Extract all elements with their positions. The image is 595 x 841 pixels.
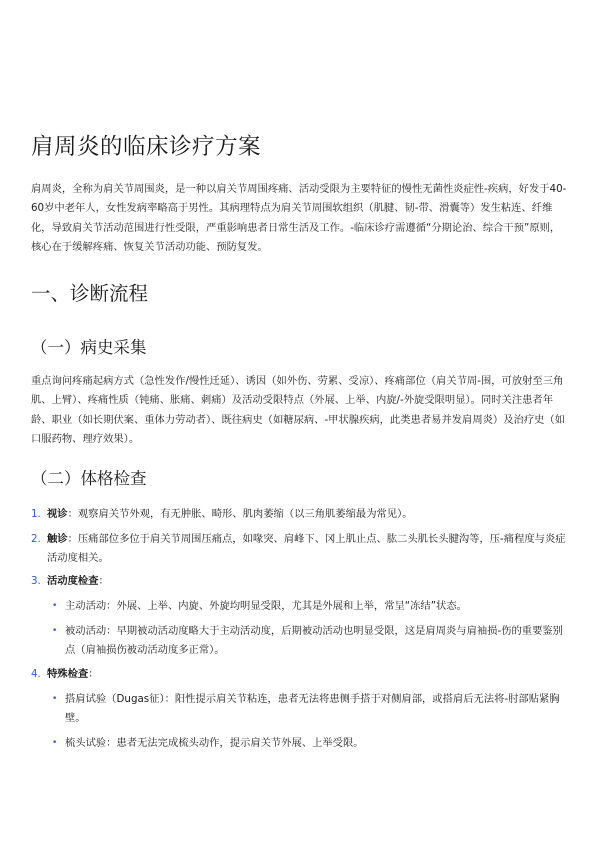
subsection-heading-history: （一）病史采集 — [31, 338, 147, 357]
sub-list-item-text: 主动活动：外展、上举、内旋、外旋均明显受限，尤其是外展和上举，常呈“冻结”状态。 — [65, 600, 467, 612]
document-title: 肩周炎的临床诊疗方案 — [31, 134, 262, 160]
list-item-text — [47, 572, 569, 591]
list-item-body: ： — [98, 575, 109, 587]
list-item-label: 活动度检查 — [47, 575, 99, 587]
list-item — [31, 665, 571, 684]
list-item — [31, 505, 571, 524]
bullet-dot-icon: • — [52, 738, 58, 748]
list-item — [31, 530, 571, 569]
bullet-dot-icon: • — [52, 626, 58, 636]
list-number: 3. — [31, 575, 41, 587]
list-item — [31, 572, 571, 591]
sub-list-item — [52, 597, 571, 616]
subsection-heading-exam: （二）体格检查 — [31, 469, 147, 488]
sub-list-item-text: 搭肩试验（Dugas征）：阳性提示肩关节粘连，患者无法将患侧手搭于对侧肩部，或搭肩后无法将-肘部贴紧胸壁。 — [65, 693, 560, 725]
list-number: 1. — [31, 508, 41, 520]
sub-list-item — [52, 690, 571, 729]
sub-list-item-text: 梳头试验：患者无法完成梳头动作，提示肩关节外展、上举受限。 — [65, 737, 364, 749]
list-item-label: 视诊 — [47, 508, 68, 520]
list-item-body: ：压痛部位多位于肩关节周围压痛点，如喙突、肩峰下、冈上肌止点、肱二头肌长头腱沟等，压-痛程度与炎症活动度相关。 — [47, 533, 566, 565]
sub-list-item — [52, 734, 571, 753]
sub-list-item-text: 被动活动：早期被动活动度略大于主动活动度，后期被动活动也明显受限，这是肩周炎与肩袖损-伤的重要鉴别点（肩袖损伤被动活动度多正常）。 — [65, 625, 563, 657]
list-item-label: 触诊 — [47, 533, 68, 545]
list-item-label: 特殊检查 — [47, 668, 89, 680]
list-number: 4. — [31, 668, 41, 680]
sub-list-item — [52, 622, 571, 661]
list-item-text — [47, 665, 569, 684]
list-number: 2. — [31, 533, 41, 545]
intro-paragraph: 肩周炎，全称为肩关节周围炎，是一种以肩关节周围疼痛、活动受限为主要特征的慢性无菌性炎症性-疾病，好发于40-60岁中老年人，女性发病率略高于男性。其病理特点为肩关节周围软组织（肌腱、韧-带、滑囊等）发生粘连、纤维化，导致肩关节活动范围进行性受限，严重影响患者日常生活及工作。-临床诊疗需遵循“分期论治、综合干预”原则，核心在于缓解疼痛、恢复关节活动功能、预防复发。 — [31, 183, 567, 254]
section-heading-diagnosis: 一、诊断流程 — [31, 282, 149, 305]
list-item-body: ： — [88, 668, 99, 680]
list-item-text — [47, 530, 569, 569]
bullet-dot-icon: • — [52, 601, 58, 611]
list-item-text — [47, 505, 569, 524]
bullet-dot-icon: • — [52, 694, 58, 704]
list-item-body: ：观察肩关节外观，有无肿胀、畸形、肌肉萎缩（以三角肌萎缩最为常见）。 — [67, 508, 413, 520]
history-paragraph: 重点询问疼痛起病方式（急性发作/慢性迁延）、诱因（如外伤、劳累、受凉）、疼痛部位（肩关节周-围，可放射至三角肌、上臂）、疼痛性质（钝痛、胀痛、刺痛）及活动受限特点（外展、上举、内旋/-外旋受限明显）。同时关注患者年龄、职业（如长期伏案、重体力劳动者）、既往病史（如糖尿病、-甲状腺疾病，此类患者易并发肩周炎）及治疗史（如口服药物、理疗效果）。 — [31, 375, 566, 446]
